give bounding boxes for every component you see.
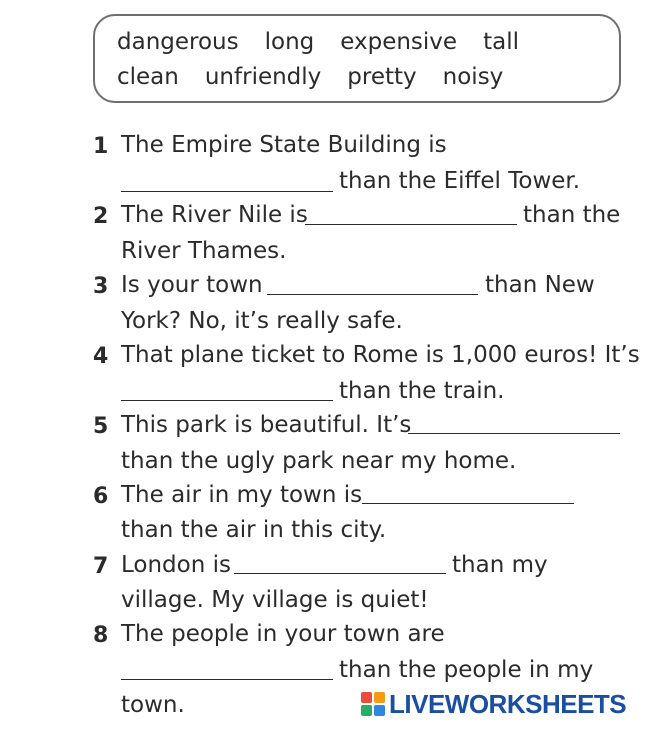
item-text: than the Eiffel Tower.	[339, 168, 581, 194]
logo-square	[374, 692, 385, 703]
item-number: 1	[93, 134, 109, 159]
word-option: noisy	[442, 64, 504, 90]
word-option: long	[264, 29, 315, 55]
item-text: than the people in my	[339, 657, 594, 683]
item-text: London is	[121, 552, 231, 578]
item-text: than the ugly park near my home.	[121, 448, 517, 474]
word-box	[93, 14, 621, 103]
answer-blank-5[interactable]	[408, 433, 620, 434]
item-text: than the air in this city.	[121, 517, 387, 543]
word-option: expensive	[340, 29, 458, 55]
item-text: River Thames.	[121, 238, 287, 264]
answer-blank-3[interactable]	[267, 294, 478, 295]
word-option: tall	[483, 29, 519, 55]
item-text: Is your town	[121, 272, 263, 298]
answer-blank-8[interactable]	[121, 679, 333, 680]
word-row	[117, 66, 529, 89]
item-text: This park is beautiful. It’s	[121, 412, 412, 438]
item-text: village. My village is quiet!	[121, 587, 429, 613]
item-text: The air in my town is	[121, 482, 363, 508]
logo-square	[361, 705, 372, 716]
item-text: than the train.	[339, 378, 505, 404]
word-option: pretty	[347, 64, 417, 90]
logo-square	[374, 705, 385, 716]
item-number: 4	[93, 344, 109, 369]
logo-text: LIVEWORKSHEETS	[389, 688, 627, 719]
answer-blank-1[interactable]	[121, 191, 333, 192]
answer-blank-4[interactable]	[121, 400, 333, 401]
item-number: 8	[93, 623, 109, 648]
item-text: than New	[485, 272, 595, 298]
item-text: than the	[523, 202, 621, 228]
logo-square	[361, 692, 372, 703]
answer-blank-2[interactable]	[305, 224, 517, 225]
item-text: The people in your town are	[121, 621, 445, 647]
item-text: York? No, it’s really safe.	[121, 308, 403, 334]
word-option: clean	[117, 64, 179, 90]
item-number: 5	[93, 414, 109, 439]
item-number: 7	[93, 554, 109, 579]
item-text: The Empire State Building is	[121, 132, 447, 158]
answer-blank-6[interactable]	[362, 503, 574, 504]
liveworksheets-logo	[361, 690, 626, 718]
item-number: 3	[93, 274, 109, 299]
item-number: 2	[93, 204, 109, 229]
answer-blank-7[interactable]	[234, 573, 446, 574]
liveworksheets-icon	[361, 692, 385, 716]
item-text: The River Nile is	[121, 202, 308, 228]
word-option: unfriendly	[204, 64, 322, 90]
word-option: dangerous	[117, 29, 239, 55]
item-text: than my	[452, 552, 548, 578]
item-text: town.	[121, 692, 185, 718]
item-text: That plane ticket to Rome is 1,000 euros! It’s	[121, 342, 640, 368]
item-number: 6	[93, 484, 109, 509]
word-row	[117, 31, 545, 54]
